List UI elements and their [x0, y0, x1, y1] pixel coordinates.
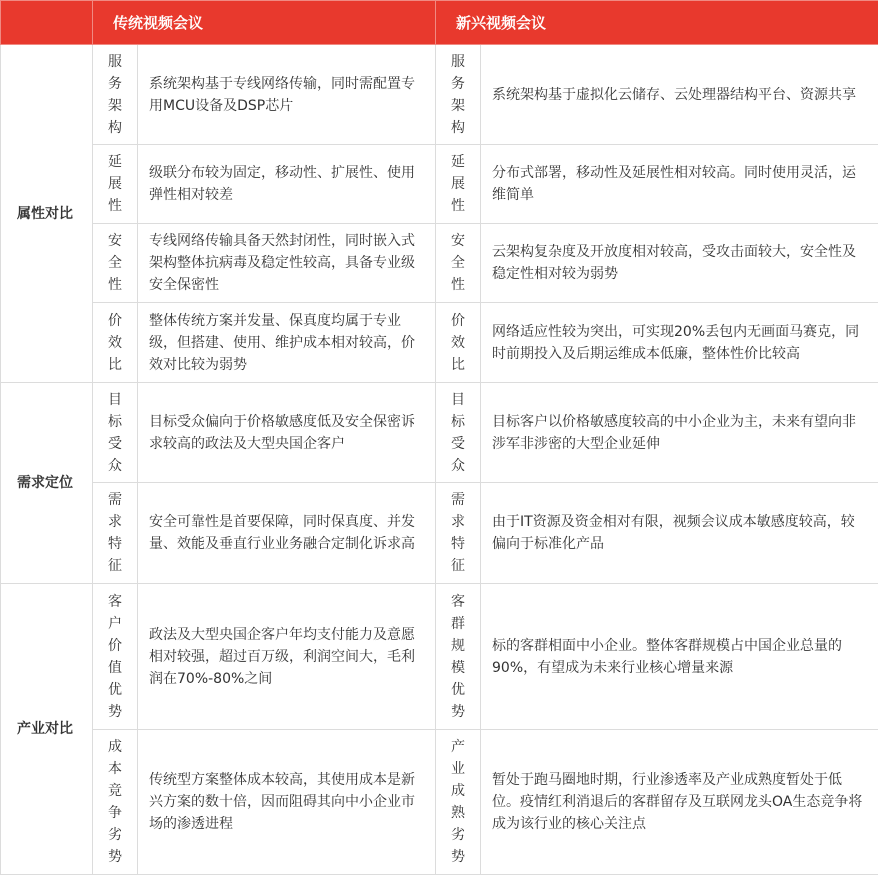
- left-label-cell: 客户价值优势: [93, 584, 138, 730]
- left-text-cell: 整体传统方案并发量、保真度均属于专业级，但搭建、使用、维护成本相对较高，价效对比较为弱势: [138, 303, 436, 383]
- left-label-cell: 价效比: [93, 303, 138, 383]
- right-label-cell: 价效比: [436, 303, 481, 383]
- right-text-cell: 目标客户以价格敏感度较高的中小企业为主，未来有望向非涉军非涉密的大型企业延伸: [481, 383, 878, 483]
- left-label-cell: 需求特征: [93, 483, 138, 584]
- left-text-cell: 政法及大型央国企客户年均支付能力及意愿相对较强，超过百万级，利润空间大，毛利润在70%-80%之间: [138, 584, 436, 730]
- header-blank: [1, 1, 93, 45]
- table-row: [1, 145, 878, 224]
- right-text-cell: 标的客群相面中小企业。整体客群规模占中国企业总量的90%，有望成为未来行业核心增量来源: [481, 584, 878, 730]
- table-row: [1, 224, 878, 303]
- right-text-cell: 系统架构基于虚拟化云储存、云处理器结构平台、资源共享: [481, 45, 878, 145]
- header-traditional: 传统视频会议: [93, 1, 436, 45]
- table-body: [1, 45, 878, 875]
- category-cell: 属性对比: [1, 45, 93, 383]
- category-cell: 需求定位: [1, 383, 93, 584]
- right-text-cell: 网络适应性较为突出，可实现20%丢包内无画面马赛克，同时前期投入及后期运维成本低廉，整体性价比较高: [481, 303, 878, 383]
- right-label-cell: 产业成熟劣势: [436, 730, 481, 875]
- right-text-cell: 云架构复杂度及开放度相对较高，受攻击面较大，安全性及稳定性相对较为弱势: [481, 224, 878, 303]
- right-text-cell: 分布式部署，移动性及延展性相对较高。同时使用灵活，运维简单: [481, 145, 878, 224]
- table-row: [1, 45, 878, 145]
- right-text-cell: 由于IT资源及资金相对有限，视频会议成本敏感度较高，较偏向于标准化产品: [481, 483, 878, 584]
- category-cell: 产业对比: [1, 584, 93, 875]
- right-label-cell: 目标受众: [436, 383, 481, 483]
- right-label-cell: 安全性: [436, 224, 481, 303]
- left-label-cell: 延展性: [93, 145, 138, 224]
- table-row: [1, 383, 878, 483]
- left-text-cell: 传统型方案整体成本较高，其使用成本是新兴方案的数十倍，因而阻碍其向中小企业市场的渗透进程: [138, 730, 436, 875]
- table-row: [1, 730, 878, 875]
- left-text-cell: 安全可靠性是首要保障，同时保真度、并发量、效能及垂直行业业务融合定制化诉求高: [138, 483, 436, 584]
- table-row: [1, 584, 878, 730]
- table-row: [1, 483, 878, 584]
- right-label-cell: 延展性: [436, 145, 481, 224]
- left-text-cell: 系统架构基于专线网络传输，同时需配置专用MCU设备及DSP芯片: [138, 45, 436, 145]
- header-emerging: 新兴视频会议: [436, 1, 878, 45]
- left-label-cell: 安全性: [93, 224, 138, 303]
- right-label-cell: 客群规模优势: [436, 584, 481, 730]
- table-row: [1, 303, 878, 383]
- left-text-cell: 专线网络传输具备天然封闭性，同时嵌入式架构整体抗病毒及稳定性较高，具备专业级安全保密性: [138, 224, 436, 303]
- left-label-cell: 服务架构: [93, 45, 138, 145]
- left-label-cell: 目标受众: [93, 383, 138, 483]
- left-text-cell: 目标受众偏向于价格敏感度低及安全保密诉求较高的政法及大型央国企客户: [138, 383, 436, 483]
- left-text-cell: 级联分布较为固定，移动性、扩展性、使用弹性相对较差: [138, 145, 436, 224]
- left-label-cell: 成本竞争劣势: [93, 730, 138, 875]
- right-text-cell: 暂处于跑马圈地时期，行业渗透率及产业成熟度暂处于低位。疫情红利消退后的客群留存及互联网龙头OA生态竞争将成为该行业的核心关注点: [481, 730, 878, 875]
- header-row: [1, 1, 878, 45]
- right-label-cell: 服务架构: [436, 45, 481, 145]
- right-label-cell: 需求特征: [436, 483, 481, 584]
